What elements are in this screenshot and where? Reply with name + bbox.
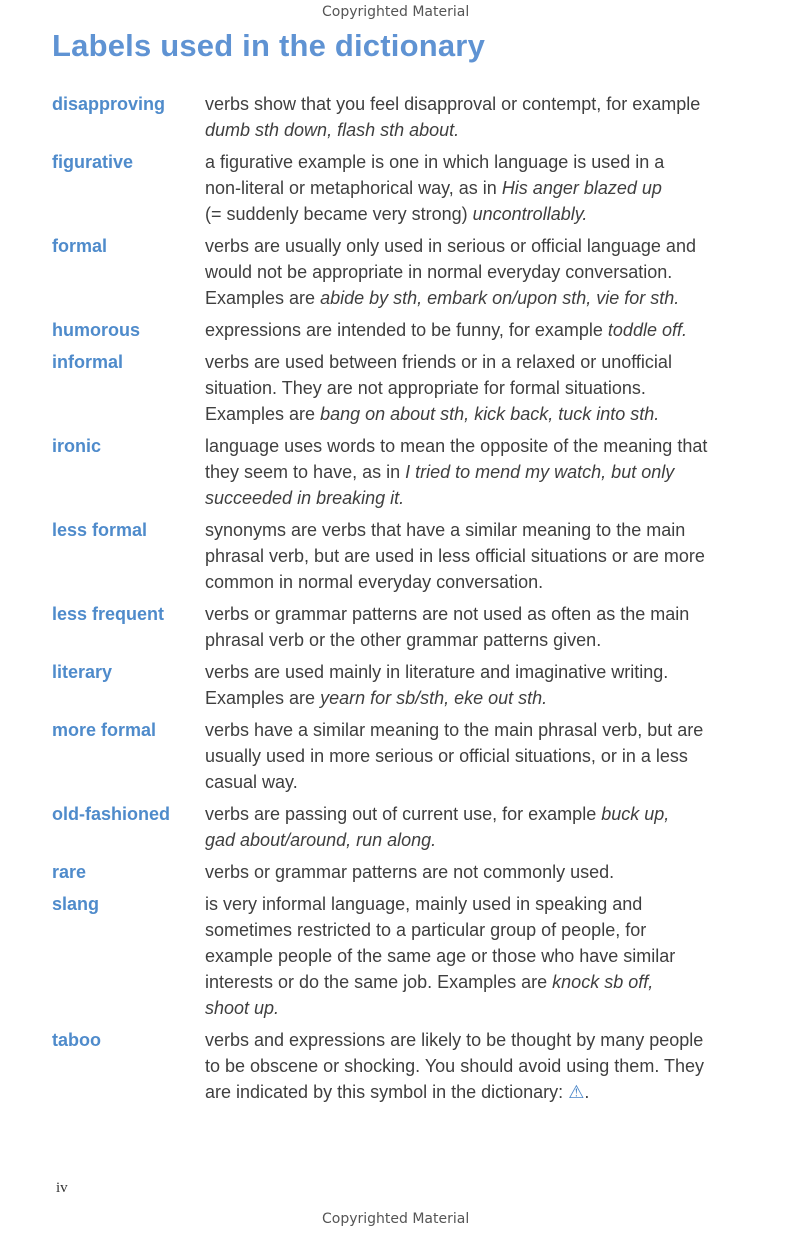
label-term: ironic	[52, 436, 102, 456]
text: common in normal everyday conversation.	[205, 572, 544, 592]
text: interests or do the same job. Examples are	[205, 972, 553, 992]
text: verbs or grammar patterns are not commonly used.	[205, 862, 615, 882]
label-entry	[52, 149, 772, 227]
description-line	[205, 149, 664, 175]
description-line	[205, 401, 672, 427]
example-text: His anger blazed up	[501, 178, 662, 198]
description-line	[205, 375, 672, 401]
label-term: rare	[52, 862, 87, 882]
description-line	[205, 917, 675, 943]
text: verbs are used between friends or in a relaxed or unofficial	[205, 352, 672, 372]
text: language uses words to mean the opposite of the meaning that	[205, 436, 708, 456]
description-line	[205, 859, 614, 885]
description-line	[205, 1027, 704, 1053]
label-term: old-fashioned	[52, 804, 170, 824]
description-line	[205, 969, 675, 995]
description-line	[205, 1053, 704, 1079]
text: non-literal or metaphorical way, as in	[205, 178, 502, 198]
text: verbs are usually only used in serious or official language and	[205, 236, 696, 256]
label-entry	[52, 233, 772, 311]
description-line	[205, 891, 675, 917]
page-title: Labels used in the dictionary	[52, 28, 486, 63]
label-term: more formal	[52, 720, 157, 740]
example-text: knock sb off,	[552, 972, 654, 992]
description-line	[205, 459, 707, 485]
description-line	[205, 349, 672, 375]
description-line	[205, 601, 689, 627]
label-term: figurative	[52, 152, 134, 172]
label-term: literary	[52, 662, 113, 682]
label-description	[205, 433, 707, 511]
text: verbs or grammar patterns are not used as often as the main	[205, 604, 690, 624]
text: phrasal verb, but are used in less official situations or are more	[205, 546, 705, 566]
label-entry	[52, 891, 772, 1021]
description-line	[205, 485, 707, 511]
label-term: formal	[52, 236, 108, 256]
page-number: iv	[56, 1180, 68, 1196]
text: verbs are passing out of current use, for example	[205, 804, 602, 824]
text: .	[584, 1082, 590, 1102]
label-description	[205, 233, 696, 311]
description-line	[205, 659, 668, 685]
label-entry	[52, 859, 772, 885]
label-list	[52, 91, 772, 1111]
label-term: taboo	[52, 1030, 101, 1050]
text: a figurative example is one in which language is used in a	[205, 152, 665, 172]
text: (= suddenly became very strong)	[205, 204, 473, 224]
description-line	[205, 943, 675, 969]
label-entry	[52, 517, 772, 595]
text: are indicated by this symbol in the dictionary:	[205, 1082, 569, 1102]
description-line	[205, 685, 668, 711]
watermark-bottom: Copyrighted Material	[322, 1211, 470, 1227]
example-text: dumb sth down, flash sth about.	[205, 120, 460, 140]
label-description	[205, 91, 700, 143]
description-line	[205, 259, 696, 285]
label-term: informal	[52, 352, 124, 372]
text: they seem to have, as in	[205, 462, 406, 482]
description-line	[205, 717, 703, 743]
label-description	[205, 1027, 704, 1105]
text: situation. They are not appropriate for formal situations.	[205, 378, 646, 398]
description-line	[205, 1079, 704, 1105]
description-line	[205, 433, 707, 459]
example-text: abide by sth, embark on/upon sth, vie for sth.	[320, 288, 680, 308]
label-description	[205, 801, 669, 853]
description-line	[205, 117, 700, 143]
example-text: toddle off.	[607, 320, 687, 340]
text: synonyms are verbs that have a similar meaning to the main	[205, 520, 686, 540]
example-text: buck up,	[601, 804, 670, 824]
label-description	[205, 859, 614, 885]
description-line	[205, 995, 675, 1021]
example-text: bang on about sth, kick back, tuck into sth.	[320, 404, 660, 424]
text: is very informal language, mainly used in speaking and	[205, 894, 643, 914]
text: verbs show that you feel disapproval or contempt, for example	[205, 94, 701, 114]
description-line	[205, 91, 700, 117]
label-entry	[52, 433, 772, 511]
text: Examples are	[205, 404, 321, 424]
label-description	[205, 891, 675, 1021]
description-line	[205, 569, 705, 595]
text: would not be appropriate in normal everyday conversation.	[205, 262, 673, 282]
example-text: uncontrollably.	[472, 204, 588, 224]
label-term: humorous	[52, 320, 140, 340]
text: usually used in more serious or official situations, or in a less	[205, 746, 688, 766]
text: verbs are used mainly in literature and imaginative writing.	[205, 662, 669, 682]
description-line	[205, 285, 696, 311]
description-line	[205, 627, 689, 653]
example-text: shoot up.	[205, 998, 280, 1018]
label-entry	[52, 717, 772, 795]
description-line	[205, 233, 696, 259]
label-entry	[52, 349, 772, 427]
text: to be obscene or shocking. You should avoid using them. They	[205, 1056, 705, 1076]
example-text: succeeded in breaking it.	[205, 488, 405, 508]
description-line	[205, 201, 664, 227]
description-line	[205, 517, 705, 543]
label-term: less formal	[52, 520, 148, 540]
description-line	[205, 801, 669, 827]
text: Examples are	[205, 288, 321, 308]
label-description	[205, 317, 687, 343]
label-entry	[52, 1027, 772, 1105]
label-term: less frequent	[52, 604, 165, 624]
example-text: yearn for sb/sth, eke out sth.	[320, 688, 548, 708]
label-term: disapproving	[52, 94, 166, 114]
label-entry	[52, 317, 772, 343]
description-line	[205, 743, 703, 769]
label-description	[205, 659, 668, 711]
label-entry	[52, 601, 772, 653]
example-text: gad about/around, run along.	[205, 830, 437, 850]
example-text: I tried to mend my watch, but only	[405, 462, 675, 482]
label-description	[205, 601, 689, 653]
label-term: slang	[52, 894, 100, 914]
label-description	[205, 349, 672, 427]
label-entry	[52, 659, 772, 711]
text: expressions are intended to be funny, for example	[205, 320, 608, 340]
description-line	[205, 317, 687, 343]
description-line	[205, 175, 664, 201]
text: verbs and expressions are likely to be thought by many people	[205, 1030, 704, 1050]
text: sometimes restricted to a particular group of people, for	[205, 920, 647, 940]
text: example people of the same age or those who have similar	[205, 946, 676, 966]
label-description	[205, 149, 664, 227]
text: Examples are	[205, 688, 321, 708]
text: verbs have a similar meaning to the main phrasal verb, but are	[205, 720, 704, 740]
label-entry	[52, 91, 772, 143]
description-line	[205, 769, 703, 795]
label-description	[205, 717, 703, 795]
description-line	[205, 827, 669, 853]
text: phrasal verb or the other grammar patterns given.	[205, 630, 602, 650]
text: casual way.	[205, 772, 298, 792]
label-description	[205, 517, 705, 595]
description-line	[205, 543, 705, 569]
label-entry	[52, 801, 772, 853]
warning-triangle-icon: ⚠	[568, 1082, 585, 1102]
watermark-top: Copyrighted Material	[322, 4, 470, 20]
